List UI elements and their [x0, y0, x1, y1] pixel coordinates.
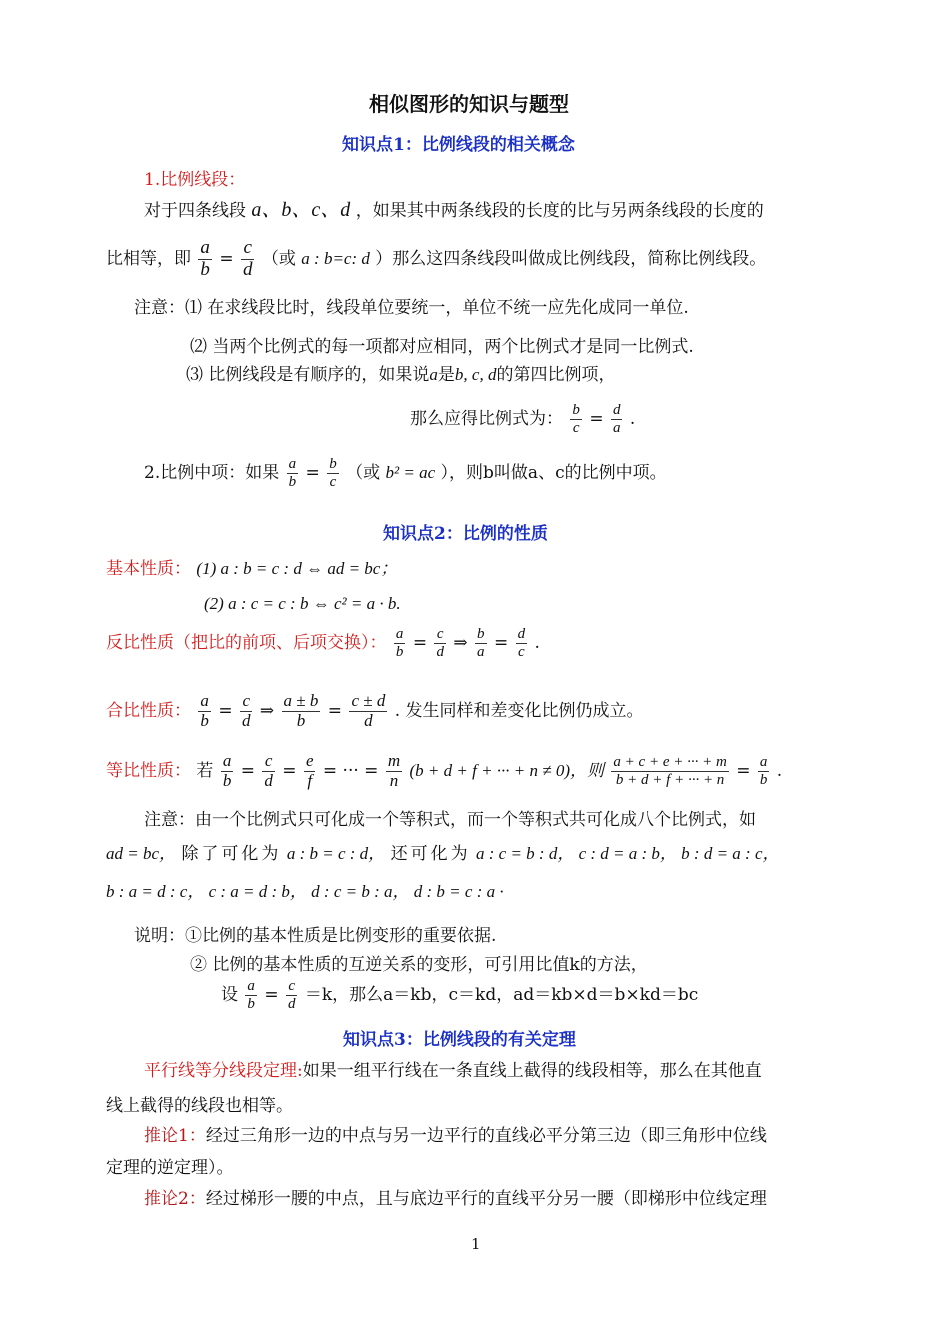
fraction-a-over-b: $\frac{a}{b}$	[395, 626, 404, 660]
mean-proportional-text: 2.比例中项：如果	[144, 462, 280, 483]
vars-bcd: b, c, d	[454, 365, 497, 384]
basic-property-formula-1: (1) a : b = c : d ⇔ ad = bc；	[196, 559, 398, 578]
basic-property-1	[106, 559, 397, 579]
fraction-b-over-a: $\frac{b}{a}$	[477, 626, 485, 660]
var-a: a	[429, 365, 438, 384]
if-text: 若	[196, 760, 214, 781]
note-1: 注意：⑴ 在求线段比时，线段单位要统一，单位不统一应先化成同一单位.	[134, 298, 689, 318]
fraction-e-over-f: $\frac{e}{f}$	[305, 751, 314, 790]
definition-text-cont: ）那么这四条线段叫做成比例线段，简称比例线段。	[375, 249, 767, 270]
basic-property-2: (2) a : c = c : b ⇔ c² = a · b.	[204, 594, 401, 613]
segment-vars: a、b、c、d	[251, 199, 351, 221]
fraction-a-over-b: $\frac{a}{b}$	[247, 978, 255, 1012]
subheading-proportional-segments: 1.比例线段：	[144, 170, 246, 190]
mean-proportional: 2.比例中项：如果 $\frac{a}{b}$ = $\frac{b}{c}$ （或 b² = ac ），则b叫做a、c的比例中项。	[144, 456, 667, 490]
basic-property-label: 基本性质：	[106, 559, 191, 579]
fraction-d-over-c: $\frac{d}{c}$	[517, 626, 526, 660]
fraction-b-over-c: $\frac{b}{c}$	[572, 402, 580, 436]
fraction-sum-ratio: $\frac{a + c + e + \cdot\cdot\cdot + m}{b + d + f + \cdot\cdot\cdot + n}$	[613, 754, 727, 788]
inverse-property-label: 反比性质（把比的前项、后项交换）：	[106, 632, 387, 653]
ratio-form: a : b = c : d，	[286, 844, 386, 863]
note-4-text: 那么应得比例式为：	[410, 408, 563, 429]
corollary-1	[144, 1126, 767, 1146]
fraction-b-over-c: $\frac{b}{c}$	[329, 456, 337, 490]
fraction-a-over-b: $\frac{a}{b}$	[288, 456, 297, 490]
note-equivalent-forms-2	[106, 844, 780, 864]
b-squared-eq: b² = ac	[385, 462, 436, 482]
section-1-heading: 知识点1：比例线段的相关概念	[342, 135, 575, 155]
fraction-a-pm-b-over-b: $\frac{a \pm b}{b}$	[283, 691, 319, 730]
definition-text: 对于四条线段	[144, 201, 246, 221]
note-text-2: 还可化为	[390, 844, 471, 864]
page-number: 1	[471, 1235, 481, 1253]
corollary-2	[144, 1189, 767, 1209]
section-2-heading: 知识点2：比例的性质	[383, 524, 548, 544]
explain-1: 说明：①比例的基本性质是比例变形的重要依据.	[134, 926, 497, 946]
corollary-2-label: 推论2：	[144, 1189, 206, 1209]
corollary-1-cont: 定理的逆定理）。	[106, 1158, 234, 1178]
fraction-a-over-b: $\frac{a}{b}$	[200, 691, 209, 730]
definition-text-cont: ，如果其中两条线段的长度的比与另两条线段的长度的	[355, 201, 764, 221]
fraction-c-over-d: $\frac{c}{d}$	[242, 237, 253, 280]
equal-ratio-label: 等比性质：	[106, 760, 191, 781]
definition-line-1	[144, 198, 764, 222]
corollary-2-text: 经过梯形一腰的中点，且与底边平行的直线平分另一腰（即梯形中位线定理	[205, 1189, 767, 1209]
parallel-lines-theorem	[144, 1061, 762, 1081]
note-3	[186, 365, 615, 385]
equal-ratio-condition: (b + d + f + ··· + n ≠ 0)，则	[409, 760, 605, 780]
section-3-heading: 知识点3：比例线段的有关定理	[343, 1030, 576, 1050]
fraction-m-over-n: $\frac{m}{n}$	[387, 751, 401, 790]
explain-2: ② 比例的基本性质的互逆关系的变形，可引用比值k的方法，	[190, 955, 648, 975]
note-equivalent-forms-3: b : a = d : c， c : a = d : b， d : c = b : a， d : b = c : a ·	[106, 882, 504, 901]
note-3-mid: 是	[437, 365, 455, 385]
corollary-1-text: 经过三角形一边的中点与另一边平行的直线必平分第三边（即三角形中位线	[205, 1126, 767, 1146]
parallel-lines-theorem-2: 线上截得的线段也相等。	[106, 1096, 293, 1116]
fraction-a-over-b: $\frac{a}{b}$	[200, 237, 210, 280]
explain-3: 设 $\frac{a}{b}$ = $\frac{c}{d}$ ＝k，那么a＝kb，c＝kd，ad＝kb×d＝b×kd＝bc	[221, 978, 699, 1012]
sum-property-label: 合比性质：	[106, 700, 191, 721]
sum-property-tail: . 发生同样和差变化比例仍成立。	[394, 700, 644, 721]
fraction-d-over-a: $\frac{d}{a}$	[612, 402, 621, 436]
fraction-c-over-d: $\frac{c}{d}$	[241, 691, 251, 730]
fraction-c-over-d: $\frac{c}{d}$	[287, 978, 296, 1012]
note-equivalent-forms: 注意：由一个比例式只可化成一个等积式，而一个等积式共可化成八个比例式，如	[144, 810, 756, 830]
theorem-label: 平行线等分线段定理:	[144, 1061, 303, 1081]
definition-line-2: 比相等，即 $\frac{a}{b}$ = $\frac{c}{d}$ （或 a : b=c: d ）那么这四条线段叫做成比例线段，简称比例线段。	[106, 237, 767, 280]
definition-text: 比相等，即	[106, 248, 191, 269]
equal-ratio-property: 等比性质： 若 $\frac{a}{b}$ = $\frac{c}{d}$ = $\frac{e}{f}$ = ··· = $\frac{m}{n}$ (b + d + f + ··· + n ≠ 0)，则 $\frac{a + c + e + \cdot\cdot\cdot + m}{b + d + f + \cdot\cdot\cdot + n}$ = $\frac{a}{b}$ .	[106, 751, 783, 790]
fraction-c-over-d: $\frac{c}{d}$	[264, 751, 273, 790]
or-text: （或	[346, 462, 381, 483]
note-3-end: 的第四比例项，	[496, 365, 616, 385]
note-text: 除了可化为	[181, 844, 282, 864]
let-text: 设	[221, 984, 238, 1005]
ratio-forms: a : c = b : d， c : d = a : b， b : d = a : c，	[476, 844, 780, 863]
fraction-c-pm-d-over-d: $\frac{c \pm d}{d}$	[351, 691, 386, 730]
theorem-text: 如果一组平行线在一条直线上截得的线段相等，那么在其他直	[302, 1061, 762, 1081]
inverse-property: 反比性质（把比的前项、后项交换）： $\frac{a}{b}$ = $\frac{c}{d}$ ⇒ $\frac{b}{a}$ = $\frac{d}{c}$ .	[106, 626, 540, 660]
fraction-a-over-b: $\frac{a}{b}$	[222, 751, 232, 790]
corollary-1-label: 推论1：	[144, 1126, 206, 1146]
k-method: ＝k，那么a＝kb，c＝kd，ad＝kb×d＝b×kd＝bc	[304, 984, 699, 1005]
or-text: （或	[261, 249, 296, 270]
mean-proportional-end: ），则b叫做a、c的比例中项。	[440, 462, 667, 483]
page-title: 相似图形的知识与题型	[369, 92, 569, 116]
sum-property: 合比性质： $\frac{a}{b}$ = $\frac{c}{d}$ ⇒ $\frac{a \pm b}{b}$ = $\frac{c \pm d}{d}$ . 发生同样和差变化比例仍成立。	[106, 691, 644, 730]
ratio-alt: a : b=c: d	[301, 249, 370, 269]
note-2: ⑵ 当两个比例式的每一项都对应相同，两个比例式才是同一比例式.	[190, 337, 694, 357]
fraction-c-over-d: $\frac{c}{d}$	[436, 626, 444, 660]
note-4: 那么应得比例式为： $\frac{b}{c}$ = $\frac{d}{a}$ .	[410, 402, 636, 436]
fraction-a-over-b: $\frac{a}{b}$	[759, 754, 768, 788]
ad-eq-bc: ad = bc，	[106, 844, 177, 863]
note-3-text: ⑶ 比例线段是有顺序的，如果说	[186, 365, 430, 385]
